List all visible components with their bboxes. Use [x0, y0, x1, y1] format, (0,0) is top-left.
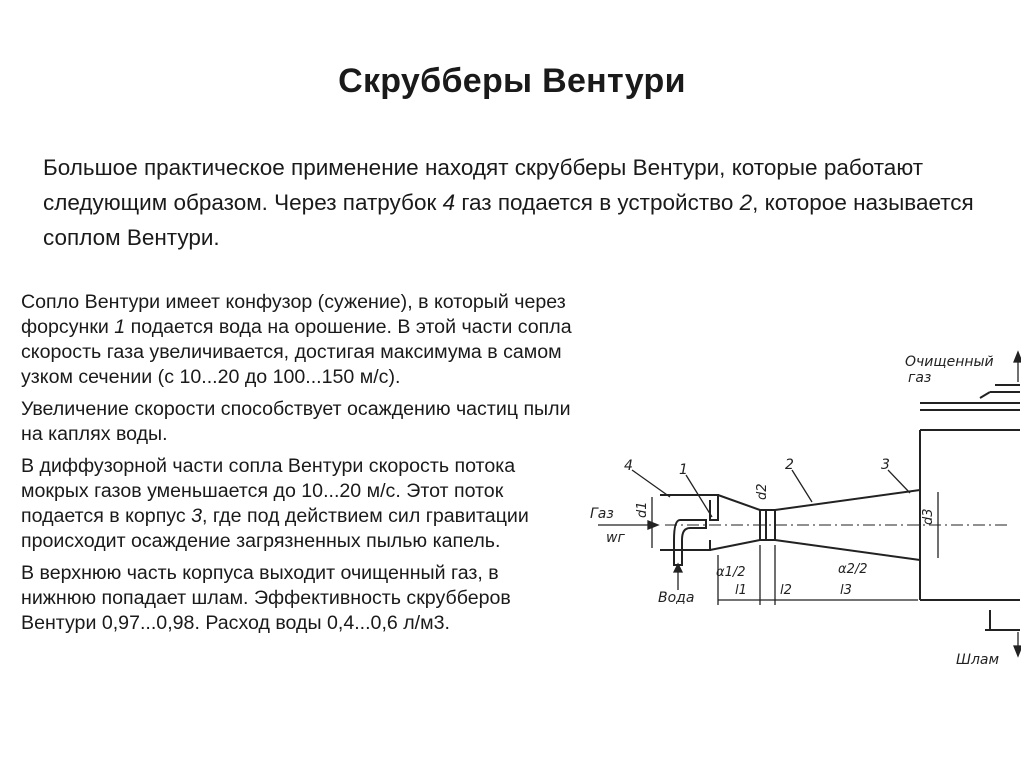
intro-num-4: 4 — [442, 190, 456, 215]
intro-num-2: 2 — [739, 190, 753, 215]
p3-num: 3 — [191, 505, 203, 527]
paragraph-speed: Увеличение скорости способствует осаждению частиц пыли на каплях воды. — [21, 398, 571, 445]
label-clean-gas-1: Очищенный — [905, 354, 994, 370]
venturi-scrubber-diagram — [585, 340, 1021, 670]
paragraph-diffuser — [21, 454, 576, 554]
intro-paragraph — [43, 150, 993, 255]
paragraph-output: В верхнюю часть корпуса выходит очищенный газ, в нижнюю попадает шлам. Эффективность скрубберов Вентури 0,97...0,98. Расход воды 0,4...0,6 л/м3. — [21, 562, 511, 634]
label-num-1: 1 — [679, 462, 688, 478]
body-text — [21, 290, 576, 643]
sludge-arrowhead — [1014, 646, 1021, 656]
water-nozzle — [674, 520, 706, 565]
clean-gas-outlet — [920, 385, 1020, 410]
leader-2 — [792, 470, 812, 502]
label-sludge: Шлам — [956, 652, 1000, 668]
label-velocity: wг — [606, 530, 625, 546]
label-l1: l1 — [735, 583, 747, 598]
label-alpha2: α2/2 — [838, 562, 868, 577]
p1-text-1: Сопло Вентури имеет конфузор (сужение), в который через форсунки — [21, 291, 566, 338]
label-water: Вода — [658, 590, 695, 606]
label-clean-gas-2: газ — [908, 370, 932, 386]
clean-gas-arrowhead — [1014, 352, 1021, 362]
label-num-3: 3 — [881, 457, 890, 473]
leader-3 — [888, 470, 910, 493]
label-num-4: 4 — [624, 458, 633, 474]
label-d1: d1 — [635, 501, 650, 518]
intro-text-1: Большое практическое применение находят скрубберы Вентури, которые работают следующим образом. Через патрубок — [43, 155, 924, 215]
gas-inlet-pipe — [660, 495, 718, 550]
label-alpha1: α1/2 — [716, 565, 746, 580]
label-d2: d2 — [755, 483, 770, 500]
intro-text-2: газ подается в устройство — [455, 190, 740, 215]
label-l3: l3 — [840, 583, 852, 598]
p3-text-1: В диффузорной части сопла Вентури скорость потока мокрых газов уменьшается до 10...20 м/с. Этот поток подается в корпус — [21, 455, 516, 527]
gas-arrowhead — [648, 521, 658, 529]
label-d3: d3 — [921, 508, 936, 525]
label-l2: l2 — [780, 583, 792, 598]
p3-text-2: , где под действием сил гравитации происходит осаждение загрязненных пылью капель. — [21, 505, 529, 552]
p1-num: 1 — [114, 316, 126, 338]
label-num-2: 2 — [785, 457, 794, 473]
leader-4 — [632, 470, 670, 497]
paragraph-confusor — [21, 290, 576, 390]
slide-title: Скрубберы Вентури — [338, 62, 686, 100]
body-wall — [920, 430, 1020, 630]
p1-text-2: подается вода на орошение. В этой части сопла скорость газа увеличивается, достигая максимума в самом узком сечении (с 10...20 до 100...150 м/с). — [21, 316, 572, 388]
intro-text-3: , которое называется соплом Вентури. — [43, 190, 974, 250]
label-gas: Газ — [590, 506, 614, 522]
